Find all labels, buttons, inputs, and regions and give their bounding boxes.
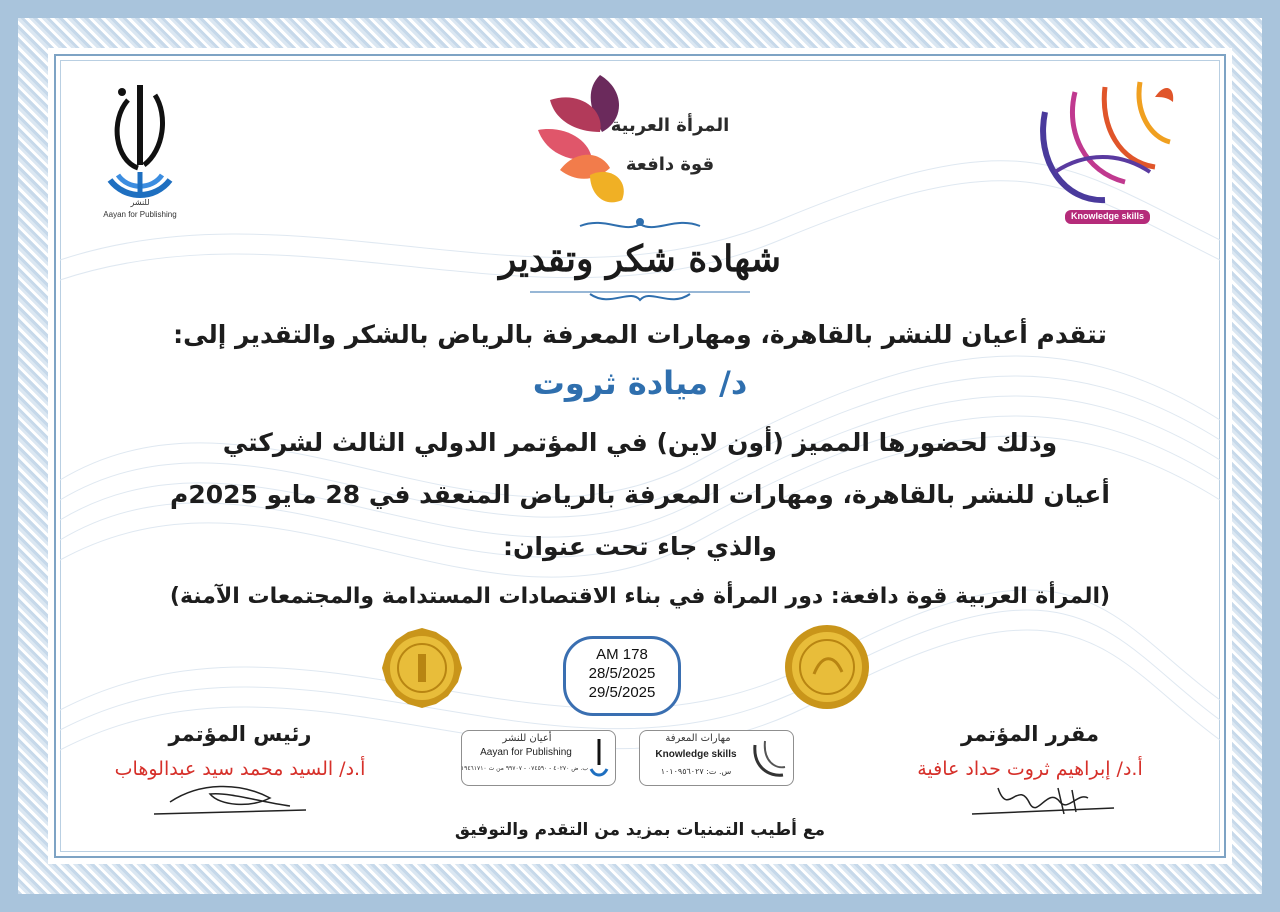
aayan-stamp-top: أعيان للنشر bbox=[502, 733, 552, 744]
skills-stamp-icon bbox=[751, 737, 787, 781]
right-signatory-name: أ.د/ إبراهيم ثروت حداد عافية bbox=[917, 758, 1143, 780]
left-signature bbox=[150, 772, 310, 820]
aayan-logo-sub: للنشر bbox=[130, 198, 150, 207]
aayan-stamp-name: Aayan for Publishing bbox=[480, 747, 572, 758]
title-ornament-bottom bbox=[530, 284, 750, 308]
right-signature bbox=[968, 768, 1118, 820]
body-line-2: أعيان للنشر بالقاهرة، ومهارات المعرفة بالرياض المنعقد في 28 مايو 2025م bbox=[170, 480, 1110, 509]
recipient-name: د/ ميادة ثروت bbox=[532, 364, 748, 402]
reference-date-2: 29/5/2025 bbox=[588, 684, 656, 701]
knowledge-skills-logo bbox=[1025, 72, 1185, 232]
arab-woman-logo bbox=[530, 70, 770, 220]
aayan-stamp-reg: ب. ض ٤٠٢٧٠ - ٠٧٤٥٩٠ - ٩٩٧٠٧ من ت ١٩٤٦١٧١٠ bbox=[460, 765, 588, 772]
right-signatory-role: مقرر المؤتمر bbox=[961, 722, 1099, 746]
skills-stamp-reg: س. ت: ١٠١٠٩٥٦٠٢٧ bbox=[660, 767, 732, 776]
reference-box bbox=[563, 636, 681, 716]
aayan-stamp bbox=[461, 730, 616, 786]
skills-stamp-top: مهارات المعرفة bbox=[665, 733, 731, 744]
reference-date-1: 28/5/2025 bbox=[588, 665, 656, 682]
title-ornament-top bbox=[580, 214, 700, 238]
intro-text: تتقدم أعيان للنشر بالقاهرة، ومهارات المعرفة بالرياض بالشكر والتقدير إلى: bbox=[173, 320, 1107, 349]
center-logo-line2: قوة دافعة bbox=[625, 154, 715, 175]
reference-code: AM 178 bbox=[596, 646, 648, 663]
body-line-3: والذي جاء تحت عنوان: bbox=[503, 532, 777, 561]
certificate-title: شهادة شكر وتقدير bbox=[499, 238, 781, 280]
gold-seal-right bbox=[784, 624, 870, 710]
knowledge-skills-stamp bbox=[639, 730, 794, 786]
skills-stamp-name: Knowledge skills bbox=[655, 749, 737, 760]
closing-text: مع أطيب التمنيات بمزيد من التقدم والتوفيق bbox=[454, 820, 826, 840]
body-line-1: وذلك لحضورها المميز (أون لاين) في المؤتمر الدولي الثالث لشركتي bbox=[222, 428, 1058, 457]
gold-seal-left bbox=[380, 626, 464, 710]
left-signatory-name: أ.د/ السيد محمد سيد عبدالوهاب bbox=[114, 758, 366, 780]
aayan-stamp-icon bbox=[589, 737, 609, 781]
conference-title: (المرأة العربية قوة دافعة: دور المرأة في بناء الاقتصادات المستدامة والمجتمعات الآمنة) bbox=[169, 584, 1111, 609]
knowledge-skills-label: Knowledge skills bbox=[1070, 211, 1145, 221]
center-logo-line1: المرأة العربية bbox=[610, 115, 730, 136]
aayan-logo bbox=[100, 80, 180, 230]
aayan-logo-text: Aayan for Publishing bbox=[103, 210, 177, 219]
left-signatory-role: رئيس المؤتمر bbox=[168, 722, 312, 746]
